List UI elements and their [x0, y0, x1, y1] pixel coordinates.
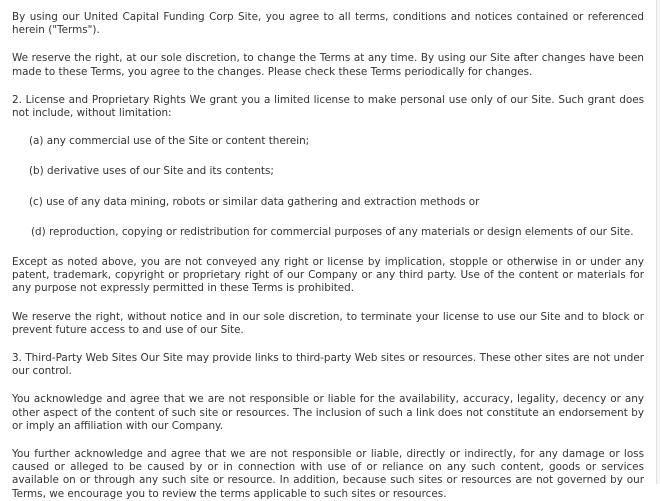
license-exclusion-a: (a) any commercial use of the Site or content therein;	[29, 135, 310, 148]
license-exclusion-d: (d) reproduction, copying or redistribution for commercial purposes of any materials or design elements of our Site.	[31, 225, 634, 238]
license-exclusion-b: (b) derivative uses of our Site and its contents;	[29, 165, 274, 178]
license-section-paragraph: 2. License and Proprietary Rights We grant you a limited license to make personal use only of our Site. Such grant does not include, without limitation:	[12, 93, 644, 120]
third-party-section-paragraph: 3. Third-Party Web Sites Our Site may provide links to third-party Web sites or resources. These other sites are not under our control.	[12, 352, 644, 378]
terms-intro-paragraph: By using our United Capital Funding Corp Site, you agree to all terms, conditions and notices contained or referenced herein ("Terms").	[12, 11, 644, 37]
no-implied-license-paragraph: Except as noted above, you are not conveyed any right or license by implication, stopple or otherwise in or under any patent, trademark, copyright or proprietary right of our Company or any third party. Use of the content or materials for any purpose not expressly permitted in these Terms is prohibited.	[12, 256, 644, 295]
third-party-liability-paragraph: You acknowledge and agree that we are not responsible or liable for the availability, accuracy, legality, decency or any other aspect of the content of such site or resources. The inclusion of such a link does not constitute an endorsement by or imply an affiliation with our Company.	[12, 393, 644, 432]
terms-changes-paragraph: We reserve the right, at our sole discretion, to change the Terms at any time. By using our Site after changes have been made to these Terms, you agree to the changes. Please check these Terms periodically for changes.	[12, 52, 644, 78]
scrollbar-track[interactable]	[656, 0, 660, 484]
third-party-damages-paragraph: You further acknowledge and agree that we are not responsible or liable, directly or indirectly, for any damage or loss caused or alleged to be caused by or in connection with use of or reliance on any such content, goods or services available on or through any such site or resource. In addition, because such sites or resources are not governed by our Terms, we encourage you to review the terms applicable to such sites or resources.	[12, 448, 644, 500]
license-exclusion-c: (c) use of any data mining, robots or similar data gathering and extraction methods or	[29, 195, 480, 208]
termination-paragraph: We reserve the right, without notice and in our sole discretion, to terminate your license to use our Site and to block or prevent future access to and use of our Site.	[12, 310, 644, 336]
